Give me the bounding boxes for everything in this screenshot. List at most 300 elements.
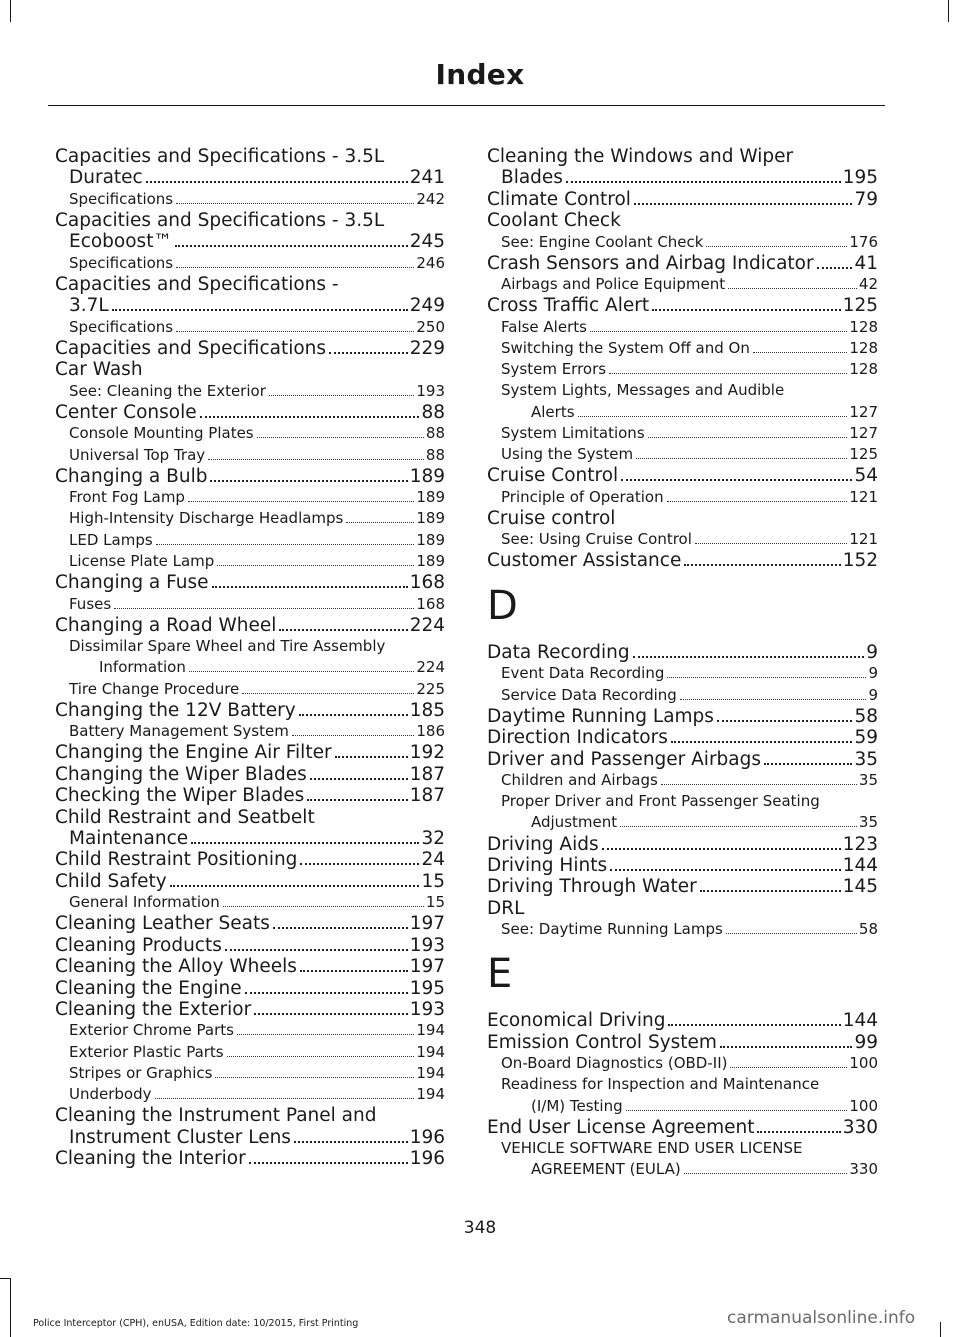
entry-page-number: 128 — [849, 317, 878, 336]
dot-leader — [346, 522, 414, 523]
entry-text: Console Mounting Plates — [69, 424, 254, 443]
dot-leader — [273, 927, 408, 929]
entry-text: Changing a Road Wheel — [55, 614, 277, 636]
index-subentry — [487, 444, 878, 465]
entry-page-number: 193 — [409, 934, 445, 956]
entry-text: Stripes or Graphics — [69, 1063, 213, 1082]
index-entry — [487, 146, 878, 189]
index-entry — [55, 785, 445, 806]
entry-text: LED Lamps — [69, 530, 153, 549]
entry-text: Changing a Bulb — [55, 465, 208, 487]
index-subentry — [487, 359, 878, 380]
index-subentry — [487, 423, 878, 444]
dot-leader — [155, 1098, 415, 1099]
entry-text: Emission Control System — [487, 1031, 717, 1053]
index-subentry — [55, 189, 445, 210]
dot-leader — [566, 181, 841, 183]
entry-page-number: 225 — [416, 679, 445, 698]
index-subentry — [55, 381, 445, 402]
entry-page-number: 32 — [421, 827, 445, 849]
entry-text: Maintenance — [69, 827, 189, 849]
dot-leader — [684, 564, 840, 566]
index-entry — [487, 898, 878, 919]
index-subentry — [55, 1084, 445, 1105]
entry-text: Changing the Engine Air Filter — [55, 742, 332, 764]
entry-text: Duratec — [69, 167, 143, 189]
dot-leader — [634, 203, 853, 205]
entry-text: Capacities and Specifications - 3.5L — [55, 210, 385, 232]
dot-leader — [299, 714, 408, 716]
entry-text: System Lights, Messages and Audible — [501, 381, 785, 400]
entry-text: Child Restraint Positioning — [55, 849, 298, 871]
entry-page-number: 79 — [854, 188, 878, 210]
entry-text: Proper Driver and Front Passenger Seating — [501, 792, 820, 811]
entry-page-number: 9 — [866, 641, 878, 663]
index-entry — [55, 210, 445, 253]
dot-leader — [307, 799, 407, 801]
entry-page-number: 246 — [416, 253, 445, 272]
index-entry — [487, 876, 878, 897]
entry-text: Front Fog Lamp — [69, 488, 185, 507]
entry-page-number: 193 — [416, 381, 445, 400]
entry-text: Cruise control — [487, 507, 616, 529]
index-subentry — [55, 1020, 445, 1041]
index-entry — [55, 274, 445, 317]
entry-page-number: 100 — [849, 1096, 878, 1115]
dot-leader — [633, 656, 865, 658]
entry-page-number: 189 — [416, 530, 445, 549]
entry-text: Airbags and Police Equipment — [501, 275, 726, 294]
index-entry — [55, 807, 445, 850]
entry-text: Child Safety — [55, 870, 167, 892]
entry-text: Ecoboost™ — [69, 231, 172, 253]
entry-page-number: 197 — [409, 956, 445, 978]
index-subentry — [487, 274, 878, 295]
index-column-right — [487, 146, 878, 1181]
entry-page-number: 145 — [842, 876, 878, 898]
section-letter: E — [487, 951, 513, 998]
dot-leader — [610, 869, 841, 871]
entry-text: See: Cleaning the Exterior — [69, 381, 266, 400]
entry-text: Specifications — [69, 253, 174, 272]
page-number: 348 — [463, 1218, 497, 1238]
dot-leader — [176, 331, 414, 332]
entry-page-number: 125 — [849, 445, 878, 464]
entry-text: Customer Assistance — [487, 550, 682, 572]
dot-leader — [189, 671, 415, 672]
dot-leader — [254, 1013, 408, 1015]
entry-text: Service Data Recording — [501, 685, 677, 704]
dot-leader — [223, 906, 424, 907]
index-subentry — [487, 338, 878, 359]
entry-page-number: 127 — [849, 402, 878, 421]
entry-page-number: 127 — [849, 423, 878, 442]
dot-leader — [335, 756, 408, 758]
entry-text: Children and Airbags — [501, 770, 658, 789]
entry-text: Instrument Cluster Lens — [69, 1126, 291, 1148]
entry-page-number: 195 — [842, 167, 878, 189]
entry-page-number: 144 — [842, 1010, 878, 1032]
entry-page-number: 245 — [409, 231, 445, 253]
entry-text: Cruise Control — [487, 465, 619, 487]
entry-text: Driving Hints — [487, 854, 608, 876]
entry-text: See: Engine Coolant Check — [501, 232, 704, 251]
entry-text: Coolant Check — [487, 210, 621, 232]
entry-text: Cleaning the Exterior — [55, 999, 252, 1020]
index-subentry — [487, 791, 878, 833]
dot-leader — [667, 501, 848, 502]
index-entry — [55, 871, 445, 892]
index-entry — [487, 855, 878, 876]
dot-leader — [753, 352, 848, 353]
entry-text: Cleaning Leather Seats — [55, 913, 270, 935]
dot-leader — [652, 309, 841, 311]
entry-text: Switching the System Off and On — [501, 339, 750, 358]
index-entry — [487, 1032, 878, 1053]
entry-page-number: 144 — [842, 854, 878, 876]
entry-text: License Plate Lamp — [69, 551, 215, 570]
entry-page-number: 194 — [416, 1042, 445, 1061]
entry-text: Universal Top Tray — [69, 445, 206, 464]
entry-text: Alerts — [531, 402, 575, 421]
entry-page-number: 15 — [421, 870, 445, 892]
index-subentry — [55, 317, 445, 338]
dot-leader — [578, 416, 848, 417]
entry-text: Cleaning the Windows and Wiper — [487, 146, 794, 167]
entry-page-number: 35 — [858, 770, 878, 789]
entry-page-number: 330 — [842, 1116, 878, 1138]
index-entry — [55, 1105, 445, 1148]
entry-text: Changing the Wiper Blades — [55, 763, 307, 785]
index-entry — [55, 956, 445, 977]
dot-leader — [156, 544, 415, 545]
entry-text: Principle of Operation — [501, 487, 664, 506]
entry-text: Underbody — [69, 1085, 152, 1104]
entry-text: Cleaning the Alloy Wheels — [55, 956, 297, 978]
dot-leader — [217, 565, 414, 566]
entry-page-number: 88 — [421, 402, 445, 424]
entry-page-number: 229 — [409, 338, 445, 360]
dot-leader — [191, 842, 419, 844]
entry-page-number: 99 — [854, 1031, 878, 1053]
entry-page-number: 189 — [416, 509, 445, 528]
entry-text: See: Daytime Running Lamps — [501, 920, 723, 939]
dot-leader — [671, 741, 853, 743]
entry-page-number: 241 — [409, 167, 445, 189]
entry-text: Adjustment — [531, 813, 618, 832]
dot-leader — [661, 784, 857, 785]
index-entry — [487, 295, 878, 316]
index-subentry — [487, 919, 878, 940]
entry-text: (I/M) Testing — [531, 1096, 623, 1115]
entry-page-number: 121 — [849, 530, 878, 549]
entry-text: System Errors — [501, 360, 607, 379]
entry-page-number: 187 — [409, 785, 445, 807]
entry-text: Crash Sensors and Airbag Indicator — [487, 252, 814, 274]
dot-leader — [626, 1110, 848, 1111]
dot-leader — [726, 933, 857, 934]
entry-page-number: 121 — [849, 487, 878, 506]
dot-leader — [300, 863, 419, 865]
entry-text: Tire Change Procedure — [69, 679, 240, 698]
entry-page-number: 192 — [409, 742, 445, 764]
dot-leader — [269, 395, 414, 396]
footer-text: Police Interceptor (CPH), enUSA, Edition date: 10/2015, First Printing — [33, 1318, 359, 1329]
dot-leader — [200, 416, 420, 418]
entry-page-number: 187 — [409, 763, 445, 785]
entry-text: System Limitations — [501, 423, 645, 442]
dot-leader — [636, 458, 847, 459]
index-entry — [487, 465, 878, 486]
entry-text: Changing a Fuse — [55, 572, 209, 594]
index-entry — [487, 749, 878, 770]
entry-text: Information — [99, 658, 186, 677]
index-entry — [487, 642, 878, 663]
dot-leader — [114, 608, 414, 609]
entry-page-number: 35 — [858, 813, 878, 832]
entry-page-number: 42 — [858, 275, 878, 294]
index-entry — [55, 935, 445, 956]
dot-leader — [730, 1067, 847, 1068]
entry-text: 3.7L — [69, 295, 109, 317]
index-subentry — [55, 1063, 445, 1084]
dot-leader — [245, 992, 408, 994]
dot-leader — [648, 437, 848, 438]
dot-leader — [706, 246, 847, 247]
entry-page-number: 168 — [416, 594, 445, 613]
entry-page-number: 128 — [849, 339, 878, 358]
index-subentry — [55, 508, 445, 529]
index-entry — [487, 189, 878, 210]
entry-text: Child Restraint and Seatbelt — [55, 806, 315, 828]
index-subentry — [487, 1053, 878, 1074]
entry-page-number: 100 — [849, 1054, 878, 1073]
index-subentry — [487, 663, 878, 684]
entry-page-number: 59 — [854, 727, 878, 749]
dot-leader — [602, 848, 841, 850]
entry-text: See: Using Cruise Control — [501, 530, 692, 549]
dot-leader — [300, 970, 408, 972]
entry-text: Center Console — [55, 402, 197, 424]
entry-page-number: 249 — [409, 295, 445, 317]
entry-page-number: 194 — [416, 1063, 445, 1082]
header-rule — [48, 105, 885, 106]
dot-leader — [170, 885, 420, 887]
index-entry — [55, 359, 445, 380]
dot-leader — [667, 677, 866, 678]
entry-text: Driver and Passenger Airbags — [487, 748, 762, 770]
entry-text: Cross Traffic Alert — [487, 295, 650, 317]
entry-page-number: 196 — [409, 1148, 445, 1170]
dot-leader — [717, 720, 853, 722]
index-subentry — [55, 487, 445, 508]
index-entry — [487, 706, 878, 727]
dot-leader — [620, 826, 857, 827]
index-entry — [487, 210, 878, 231]
crop-mark-bottom-left-h — [0, 1278, 10, 1279]
entry-page-number: 186 — [416, 722, 445, 741]
entry-page-number: 193 — [409, 999, 445, 1020]
dot-leader — [112, 309, 408, 311]
entry-page-number: 58 — [854, 705, 878, 727]
entry-page-number: 176 — [849, 232, 878, 251]
entry-page-number: 194 — [416, 1021, 445, 1040]
index-subentry — [55, 636, 445, 678]
crop-mark-bottom-left — [10, 1278, 11, 1337]
dot-leader — [590, 331, 847, 332]
index-subentry — [487, 529, 878, 550]
dot-leader — [237, 1034, 414, 1035]
index-subentry — [55, 253, 445, 274]
entry-page-number: 152 — [842, 550, 878, 572]
index-subentry — [487, 770, 878, 791]
dot-leader — [680, 699, 867, 700]
index-subentry — [55, 679, 445, 700]
dot-leader — [621, 479, 852, 481]
dot-leader — [764, 763, 852, 765]
entry-text: AGREEMENT (EULA) — [531, 1160, 681, 1179]
index-entry — [55, 764, 445, 785]
entry-text: Car Wash — [55, 359, 143, 381]
entry-page-number: 35 — [854, 748, 878, 770]
dot-leader — [208, 459, 424, 460]
entry-text: Capacities and Specifications — [55, 338, 327, 360]
entry-text: Checking the Wiper Blades — [55, 785, 305, 807]
entry-page-number: 128 — [849, 360, 878, 379]
entry-text: Direction Indicators — [487, 727, 668, 749]
dot-leader — [210, 480, 407, 482]
entry-page-number: 224 — [409, 614, 445, 636]
index-entry — [487, 1117, 878, 1138]
dot-leader — [146, 181, 408, 183]
dot-leader — [817, 267, 853, 269]
entry-page-number: 58 — [858, 920, 878, 939]
dot-leader — [720, 1046, 853, 1048]
entry-text: On-Board Diagnostics (OBD-II) — [501, 1054, 728, 1073]
index-entry — [55, 466, 445, 487]
watermark: carmanualsonline.info — [727, 1308, 916, 1328]
dot-leader — [292, 735, 415, 736]
index-entry — [55, 700, 445, 721]
index-subentry — [55, 1042, 445, 1063]
dot-leader — [668, 1024, 840, 1026]
page-title: Index — [435, 58, 525, 91]
crop-mark-top-right — [948, 0, 949, 22]
index-entry — [55, 338, 445, 359]
index-entry — [55, 146, 445, 189]
entry-page-number: 88 — [425, 424, 445, 443]
dot-leader — [609, 373, 847, 374]
index-entry — [487, 834, 878, 855]
entry-page-number: 250 — [416, 317, 445, 336]
entry-page-number: 168 — [409, 572, 445, 594]
index-subentry — [487, 685, 878, 706]
index-subentry — [55, 445, 445, 466]
dot-leader — [329, 352, 408, 354]
dot-leader — [176, 203, 414, 204]
dot-leader — [175, 245, 408, 247]
entry-page-number: 189 — [416, 488, 445, 507]
entry-text: Exterior Plastic Parts — [69, 1042, 224, 1061]
entry-text: Changing the 12V Battery — [55, 699, 296, 721]
entry-page-number: 54 — [854, 465, 878, 487]
entry-text: Daytime Running Lamps — [487, 705, 714, 727]
dot-leader — [757, 1131, 840, 1133]
entry-text: Driving Aids — [487, 833, 599, 855]
entry-text: General Information — [69, 893, 220, 912]
entry-text: Fuses — [69, 594, 112, 613]
entry-text: Blades — [501, 167, 563, 189]
index-entry — [487, 1010, 878, 1031]
dot-leader — [310, 778, 408, 780]
entry-page-number: 15 — [425, 893, 445, 912]
entry-text: Specifications — [69, 189, 174, 208]
index-subentry — [487, 317, 878, 338]
entry-page-number: 242 — [416, 189, 445, 208]
entry-page-number: 194 — [416, 1085, 445, 1104]
index-entry — [487, 727, 878, 748]
dot-leader — [215, 1077, 414, 1078]
entry-text: Exterior Chrome Parts — [69, 1021, 234, 1040]
index-entry — [55, 572, 445, 593]
entry-page-number: 195 — [409, 977, 445, 999]
index-subentry — [55, 551, 445, 572]
entry-text: Economical Driving — [487, 1010, 666, 1032]
entry-page-number: 196 — [409, 1126, 445, 1148]
entry-text: Battery Management System — [69, 722, 289, 741]
entry-text: Readiness for Inspection and Maintenance — [501, 1075, 820, 1094]
dot-leader — [728, 288, 857, 289]
entry-page-number: 9 — [868, 685, 878, 704]
index-subentry — [55, 530, 445, 551]
entry-text: Climate Control — [487, 188, 631, 210]
index-subentry — [487, 380, 878, 422]
dot-leader — [700, 890, 841, 892]
entry-text: Capacities and Specifications - — [55, 274, 339, 296]
entry-page-number: 189 — [409, 465, 445, 487]
index-entry — [55, 615, 445, 636]
index-entry — [487, 550, 878, 571]
entry-text: Cleaning the Interior — [55, 1148, 246, 1170]
entry-text: Dissimilar Spare Wheel and Tire Assembly — [69, 637, 386, 656]
entry-page-number: 125 — [842, 295, 878, 317]
dot-leader — [684, 1173, 848, 1174]
dot-leader — [176, 267, 414, 268]
entry-page-number: 9 — [868, 664, 878, 683]
entry-text: End User License Agreement — [487, 1116, 755, 1138]
entry-page-number: 88 — [425, 445, 445, 464]
entry-text: False Alerts — [501, 317, 587, 336]
entry-text: Cleaning the Instrument Panel and — [55, 1105, 377, 1127]
dot-leader — [227, 1056, 415, 1057]
index-entry — [55, 999, 445, 1020]
index-subentry — [55, 423, 445, 444]
index-entry — [55, 913, 445, 934]
index-entry — [55, 978, 445, 999]
index-column-left — [55, 146, 445, 1169]
entry-text: VEHICLE SOFTWARE END USER LICENSE — [501, 1139, 803, 1158]
entry-page-number: 197 — [409, 913, 445, 935]
entry-text: High-Intensity Discharge Headlamps — [69, 509, 344, 528]
entry-page-number: 330 — [849, 1160, 878, 1179]
index-entry — [55, 1148, 445, 1169]
dot-leader — [294, 1141, 408, 1143]
entry-page-number: 224 — [416, 658, 445, 677]
index-entry — [55, 402, 445, 423]
entry-text: Cleaning the Engine — [55, 977, 242, 999]
entry-text: Driving Through Water — [487, 876, 697, 898]
dot-leader — [249, 1162, 408, 1164]
